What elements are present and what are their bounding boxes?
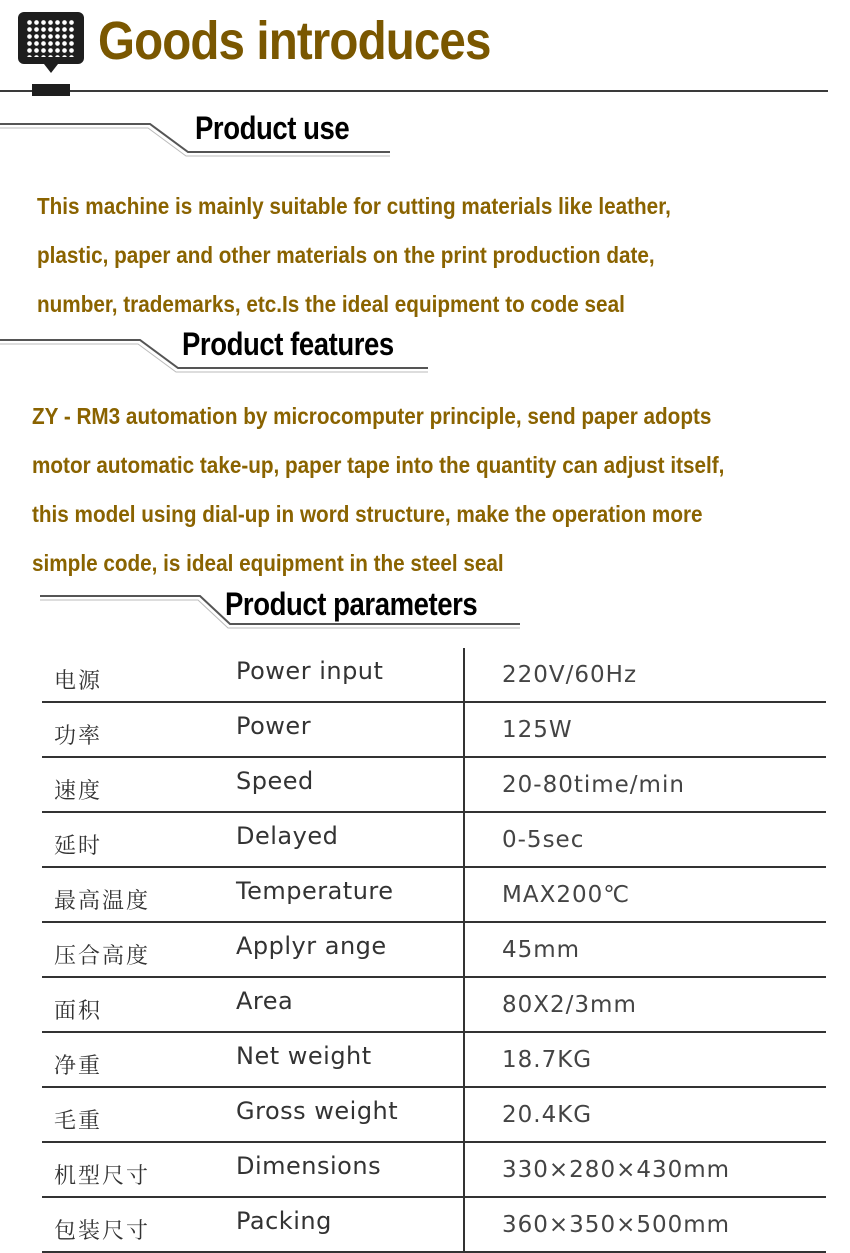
- table-row: [42, 1143, 826, 1198]
- table-row: [42, 1088, 826, 1143]
- text-line: simple code, is ideal equipment in the steel seal: [32, 550, 504, 576]
- logo-pointer: [44, 64, 58, 73]
- text-line: this model using dial-up in word structure, make the operation more: [32, 501, 703, 527]
- param-label-zh: 功率: [54, 724, 103, 749]
- text-line: number, trademarks, etc.Is the ideal equipment to code seal: [37, 291, 625, 317]
- param-label-zh: 机型尺寸: [54, 1164, 151, 1189]
- param-label-en: Speed: [236, 767, 314, 795]
- dot-grid-icon: [18, 12, 84, 64]
- param-value: 18.7KG: [502, 1047, 593, 1073]
- text-line: ZY - RM3 automation by microcomputer principle, send paper adopts: [32, 403, 712, 429]
- table-row: [42, 978, 826, 1033]
- param-label-zh: 包装尺寸: [54, 1219, 151, 1244]
- param-value: 45mm: [502, 937, 581, 963]
- param-label-en: Delayed: [236, 822, 339, 850]
- param-label-zh: 延时: [54, 834, 103, 859]
- param-label-en: Temperature: [236, 877, 394, 905]
- param-label-zh: 电源: [54, 669, 103, 694]
- column-divider: [463, 703, 465, 756]
- text-line: motor automatic take-up, paper tape into the quantity can adjust itself,: [32, 452, 725, 478]
- table-row: [42, 648, 826, 703]
- page-title: Goods introduces: [98, 11, 491, 71]
- param-label-en: Net weight: [236, 1042, 372, 1070]
- table-row: [42, 703, 826, 758]
- product-use-text: [37, 193, 671, 340]
- param-label-en: Packing: [236, 1207, 332, 1235]
- param-label-zh: 净重: [54, 1054, 103, 1079]
- header-divider: [0, 90, 828, 92]
- param-label-zh: 速度: [54, 779, 103, 804]
- table-row: [42, 1033, 826, 1088]
- param-label-zh: 毛重: [54, 1109, 103, 1134]
- param-label-en: Gross weight: [236, 1097, 399, 1125]
- param-value: 125W: [502, 717, 573, 743]
- table-row: [42, 1198, 826, 1253]
- param-value: 80X2/3mm: [502, 992, 637, 1018]
- table-row: [42, 813, 826, 868]
- column-divider: [463, 923, 465, 976]
- param-value: 20.4KG: [502, 1102, 593, 1128]
- column-divider: [463, 1143, 465, 1196]
- table-row: [42, 923, 826, 978]
- column-divider: [463, 648, 465, 701]
- section-title-use: Product use: [195, 110, 350, 146]
- param-value: 360×350×500mm: [502, 1212, 731, 1238]
- param-label-zh: 面积: [54, 999, 103, 1024]
- param-label-en: Power: [236, 712, 312, 740]
- param-value: 20-80time/min: [502, 772, 685, 798]
- column-divider: [463, 813, 465, 866]
- param-value: 220V/60Hz: [502, 662, 638, 688]
- param-value: 0-5sec: [502, 827, 585, 853]
- param-label-en: Dimensions: [236, 1152, 382, 1180]
- logo-base-bar: [32, 84, 70, 96]
- param-label-zh: 最高温度: [54, 889, 151, 914]
- table-row: [42, 868, 826, 923]
- column-divider: [463, 1033, 465, 1086]
- param-value: MAX200℃: [502, 882, 631, 908]
- section-title-features: Product features: [182, 326, 394, 362]
- text-line: plastic, paper and other materials on the print production date,: [37, 242, 655, 268]
- parameters-table: [42, 648, 826, 1253]
- table-row: [42, 758, 826, 813]
- param-value: 330×280×430mm: [502, 1157, 731, 1183]
- section-title-parameters: Product parameters: [225, 586, 478, 622]
- param-label-en: Area: [236, 987, 294, 1015]
- param-label-en: Applyr ange: [236, 932, 387, 960]
- column-divider: [463, 1198, 465, 1251]
- column-divider: [463, 868, 465, 921]
- column-divider: [463, 758, 465, 811]
- column-divider: [463, 1088, 465, 1141]
- product-features-text: [32, 403, 724, 599]
- text-line: This machine is mainly suitable for cutting materials like leather,: [37, 193, 671, 219]
- column-divider: [463, 978, 465, 1031]
- param-label-zh: 压合高度: [54, 944, 151, 969]
- param-label-en: Power input: [236, 657, 384, 685]
